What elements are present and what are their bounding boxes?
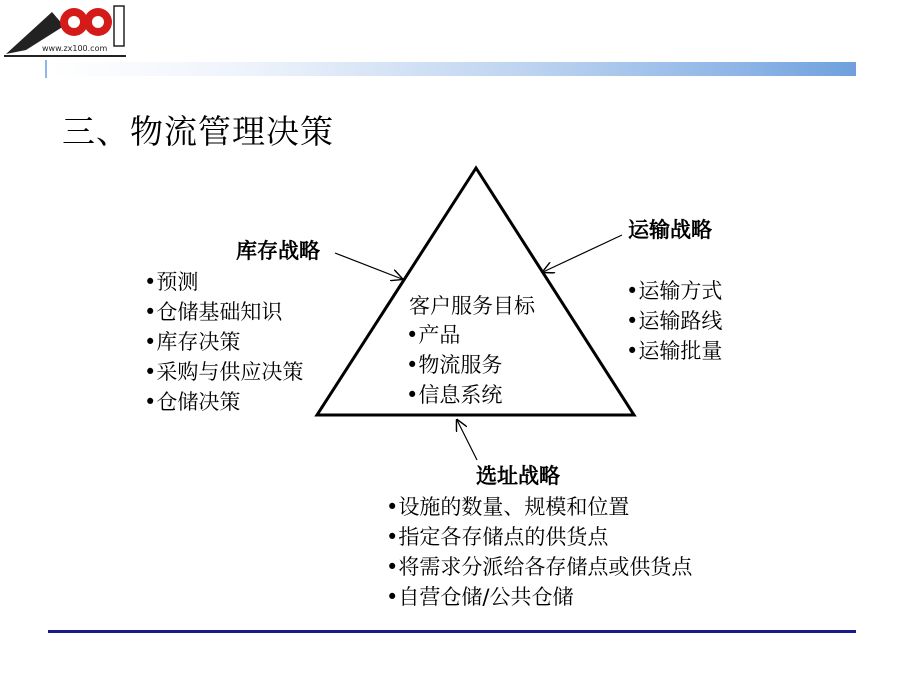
location-arrow (457, 420, 477, 460)
location-item: • 将需求分派给各存储点或供货点 (386, 552, 692, 582)
inventory-item: • 采购与供应决策 (144, 357, 303, 387)
transport-items-list (626, 276, 722, 366)
location-heading: 选址战略 (476, 464, 560, 488)
location-item: • 设施的数量、规模和位置 (386, 492, 692, 522)
center-item: • 信息系统 (406, 380, 502, 410)
center-items-list (406, 320, 502, 410)
transport-item: • 运输路线 (626, 306, 722, 336)
inventory-arrow (335, 253, 402, 279)
transport-item: • 运输批量 (626, 336, 722, 366)
center-heading: 客户服务目标 (409, 294, 535, 318)
inventory-items-list (144, 267, 303, 417)
inventory-item: • 库存决策 (144, 327, 303, 357)
transport-heading: 运输战略 (628, 218, 712, 242)
location-items-list (386, 492, 692, 612)
center-item: • 物流服务 (406, 350, 502, 380)
location-item: • 指定各存储点的供货点 (386, 522, 692, 552)
transport-arrow (543, 235, 622, 272)
inventory-item: • 预测 (144, 267, 303, 297)
center-item: • 产品 (406, 320, 502, 350)
inventory-item: • 仓储决策 (144, 387, 303, 417)
logo-url-text: www.zx100.com (42, 44, 108, 53)
bottom-divider (48, 630, 856, 633)
inventory-item: • 仓储基础知识 (144, 297, 303, 327)
location-item: • 自营仓储/公共仓储 (386, 582, 692, 612)
slide-title: 三、物流管理决策 (62, 112, 334, 151)
transport-item: • 运输方式 (626, 276, 722, 306)
inventory-heading: 库存战略 (236, 239, 320, 263)
